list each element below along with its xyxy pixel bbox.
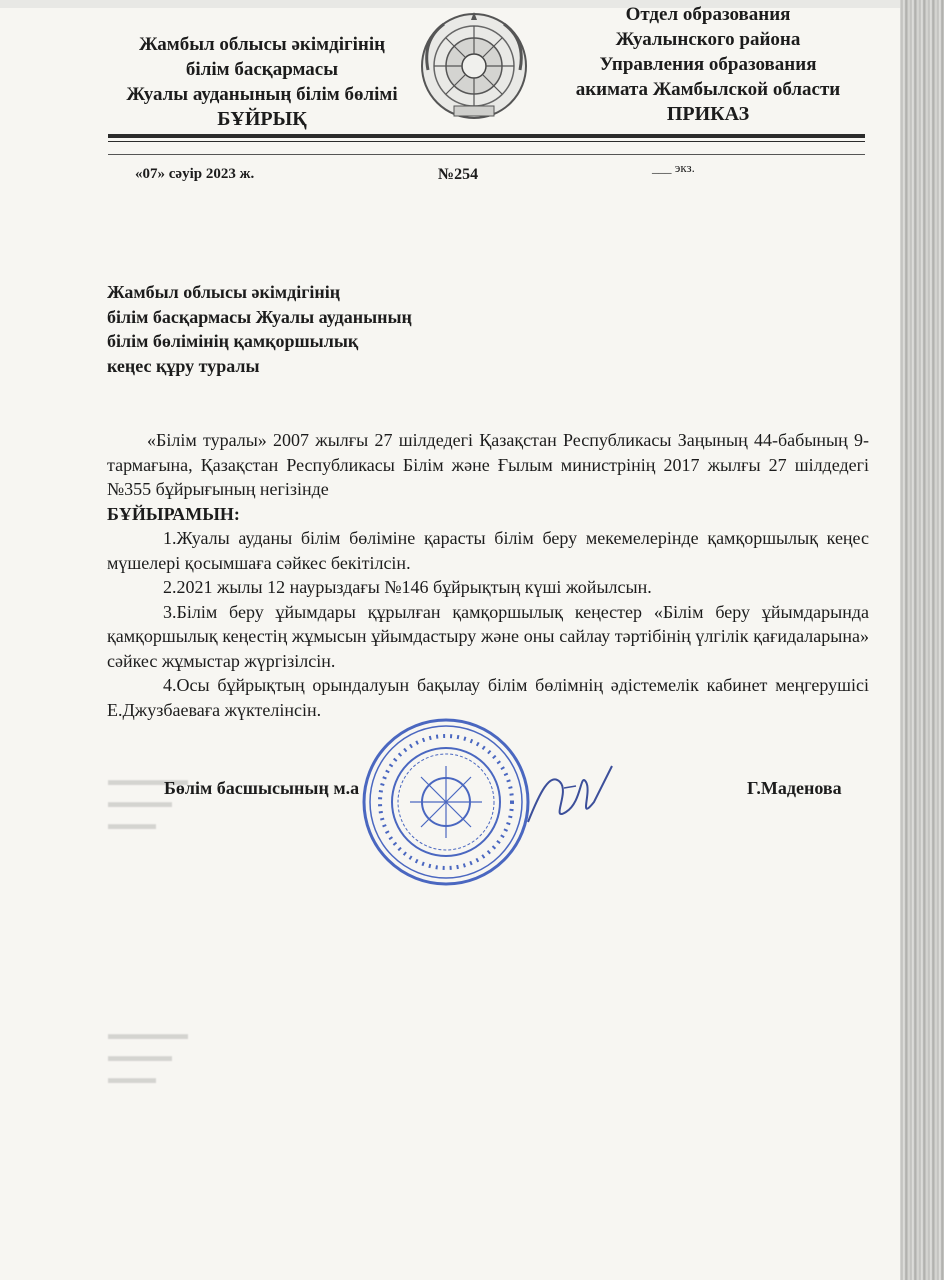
signatory-role: Бөлім басшысының м.а [164,778,360,798]
order-item-4: 4.Осы бұйрықтың орындалуын бақылау білім бөлімнің әдістемелік кабинет меңгерушісі Е.Джузбаеваға жүктелінсін. [107,675,869,720]
header-kz-line2: білім басқармасы [185,59,339,80]
order-item-1: 1.Жуалы ауданы білім бөліміне қарасты білім беру мекемелерінде қамқоршылық кеңес мүшелері қосымшаға сәйкес бекітілсін. [107,528,869,573]
state-emblem-icon [418,10,530,122]
header-kz-line3: Жуалы ауданының білім бөлімі [126,84,398,105]
header-ru-line2: Жуалынского района [615,29,801,50]
preamble: «Білім туралы» 2007 жылғы 27 шілдедегі Қазақстан Республикасы Заңының 44-бабының 9-тармағына, Қазақстан Республикасы Білім және Ғылым министрінің 2017 жылғы 27 шілдедегі №355 бұйрығының негізінде [107,430,869,499]
order-word: БҰЙЫРАМЫН: [107,503,240,524]
header-ru-line1: Отдел образования [625,4,791,25]
subject-line2: білім басқармасы Жуалы ауданының [107,306,412,327]
header-ru-line4: акимата Жамбылской области [575,79,841,100]
header-russian [548,2,868,127]
header-ru-line3: Управления образования [599,54,817,75]
header-kz-line1: Жамбыл облысы әкімдігінің [138,34,386,55]
order-item-3: 3.Білім беру ұйымдары құрылған қамқоршылық кеңестер «Білім беру ұйымдарында қамқоршылық кеңестің жұмысын ұйымдастыру және оны сайлау тәртібінің үлгілік қағидаларына» сәйкес жұмыстар жүргізілсін. [107,601,869,671]
meta-rule [108,154,865,155]
order-number: №254 [438,166,479,183]
order-subject [107,280,412,378]
header-rule-thin [108,141,865,142]
header-kz-title: БҰЙРЫҚ [217,108,307,130]
subject-line4: кеңес құру туралы [107,355,260,376]
header-rule-thick [108,134,865,138]
header-kazakh [92,32,432,132]
copies-count: ___ экз. [652,160,695,175]
subject-line1: Жамбыл облысы әкімдігінің [107,282,341,302]
scan-right-edge [900,0,944,1280]
signatory-name: Г.Маденова [747,778,842,798]
order-body [107,428,869,722]
subject-line3: білім бөлімінің қамқоршылық [107,331,359,351]
scan-bleed-through: ▬▬▬▬▬ ▬▬▬▬ ▬▬▬ [108,772,188,833]
handwritten-signature-icon [520,752,620,842]
scan-bleed-through: ▬▬▬▬▬ ▬▬▬▬ ▬▬▬ [108,1026,188,1087]
official-stamp-icon [360,716,532,888]
order-item-2: 2.2021 жылы 12 наурыздағы №146 бұйрықтың күші жойылсын. [163,577,652,597]
header-ru-title: ПРИКАЗ [666,103,750,125]
order-date: «07» сәуір 2023 ж. [135,166,255,182]
